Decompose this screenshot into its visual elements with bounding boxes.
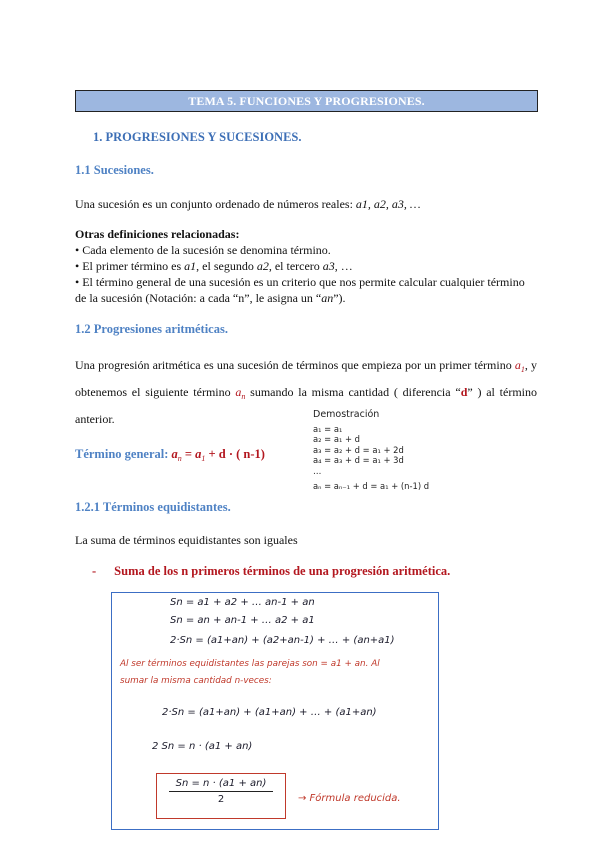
subsection-sucesiones: 1.1 Sucesiones. — [75, 163, 154, 177]
gt-rest: + d · ( n-1) — [205, 447, 265, 461]
b2-text2: , el segundo — [196, 259, 257, 273]
bullet-3 — [75, 274, 537, 306]
subsection-equidistantes: 1.2.1 Términos equidistantes. — [75, 500, 231, 514]
b2-term2: a2 — [256, 259, 269, 273]
gt-eq: = — [181, 447, 196, 461]
general-term-formula — [75, 445, 265, 463]
arith-p3: sumando la misma cantidad ( diferencia “ — [245, 385, 461, 399]
b3-an: an — [321, 291, 334, 305]
demo-title: Demostración — [313, 409, 380, 420]
arith-p2: , y obtenemos el siguiente término — [75, 358, 538, 399]
demo-line: a₂ = a₁ + d — [313, 434, 360, 445]
hw-line-1: Sn = a1 + a2 + … an-1 + an — [170, 597, 315, 608]
b2-term1: a1 — [184, 259, 197, 273]
subsection-progresiones: 1.2 Progresiones aritméticas. — [75, 322, 228, 336]
hw-line-7: 2 Sn = n · (a1 + an) — [152, 741, 253, 752]
gt-a1-sub: 1 — [201, 454, 206, 463]
definition-terms: a1, a2, a3, … — [355, 197, 421, 211]
sucesion-definition — [75, 196, 537, 212]
definition-text: Una sucesión es un conjunto ordenado de números reales: — [75, 197, 356, 211]
arith-an-sub: n — [241, 392, 246, 401]
handwritten-derivation — [111, 592, 439, 830]
gt-an-sub: n — [177, 454, 182, 463]
hw-line-6: 2·Sn = (a1+an) + (a1+an) + … + (a1+an) — [162, 707, 377, 718]
b2-text3: , el tercero — [268, 259, 323, 273]
b2-text: • El primer término es — [75, 259, 185, 273]
bullet-title: Suma de los n primeros términos de una progresión aritmética. — [114, 564, 451, 578]
otras-heading: Otras definiciones relacionadas: — [75, 227, 240, 241]
hw-line-2: Sn = an + an-1 + … a2 + a1 — [170, 615, 315, 626]
demo-line: … — [313, 465, 322, 476]
b2-text4: , … — [334, 259, 353, 273]
otras-definiciones — [75, 226, 537, 306]
final-numerator: Sn = n · (a1 + an) — [175, 778, 267, 789]
page-title: TEMA 5. FUNCIONES Y PROGRESIONES. — [75, 90, 538, 112]
arith-p4: ” ) al término anterior. — [75, 385, 537, 426]
demostracion-block — [313, 410, 429, 491]
hw-line-5: sumar la misma cantidad n-veces: — [120, 676, 272, 686]
demo-line: a₄ = a₃ + d = a₁ + 3d — [313, 455, 404, 466]
general-term-label: Término general: — [75, 447, 172, 461]
arith-d: d — [460, 385, 468, 399]
b3-end: ”). — [333, 291, 346, 305]
demo-line: aₙ = aₙ₋₁ + d = a₁ + (n-1) d — [313, 480, 430, 491]
arith-paragraph — [75, 354, 537, 430]
bullet-2 — [75, 258, 537, 274]
b3-text: • El término general de una sucesión es un criterio que nos permite calcular cualquier término de la sucesión (Notación: a cada “n”, le asigna un “ — [75, 275, 525, 305]
demo-line: a₃ = a₂ + d = a₁ + 2d — [313, 444, 404, 455]
demo-line: a₁ = a₁ — [313, 423, 343, 434]
bullet-1: • Cada elemento de la sucesión se denomina término. — [75, 243, 331, 257]
gt-an: a — [171, 447, 178, 461]
formula-reducida-note: → Fórmula reducida. — [298, 793, 401, 804]
gt-a1: a — [195, 447, 202, 461]
hw-line-4: Al ser términos equidistantes las parejas son = a1 + an. Al — [120, 659, 380, 669]
equidistantes-text: La suma de términos equidistantes son iguales — [75, 533, 298, 547]
section-heading: 1. PROGRESIONES Y SUCESIONES. — [93, 130, 302, 144]
arith-an: a — [235, 385, 242, 399]
final-denominator: 2 — [217, 794, 225, 805]
arith-a1: a — [514, 358, 521, 372]
final-formula-box — [156, 773, 286, 819]
sum-bullet — [92, 564, 450, 579]
bullet-dash: - — [92, 564, 97, 578]
arith-p1: Una progresión aritmética es una sucesión de términos que empieza por un primer término — [75, 358, 515, 372]
b2-term3: a3 — [322, 259, 335, 273]
hw-line-3: 2·Sn = (a1+an) + (a2+an-1) + … + (an+a1) — [170, 635, 395, 646]
arith-a1-sub: 1 — [520, 365, 525, 374]
